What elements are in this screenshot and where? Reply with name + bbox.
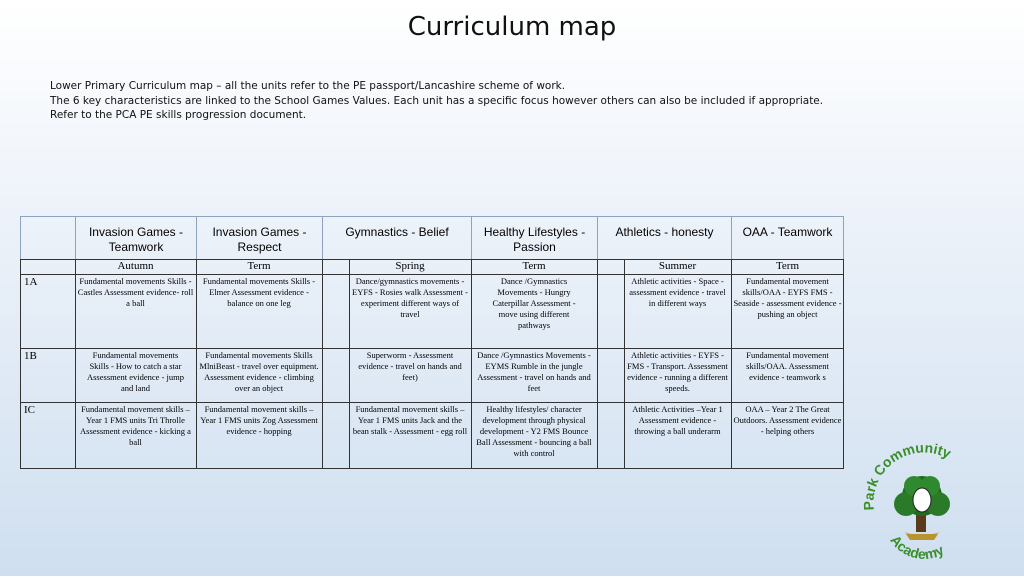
term-label: Term — [247, 260, 271, 272]
logo-top-text: Park Community — [860, 439, 954, 511]
grid-line — [597, 259, 598, 469]
grid-line — [20, 348, 844, 349]
table-cell: Dance/gymnastics movements - EYFS - Rosies walk Assessment - experiment different ways of travel — [352, 276, 468, 319]
term-label: Summer — [658, 260, 697, 272]
grid-line — [20, 402, 844, 403]
intro-line-2: The 6 key characteristics are linked to the School Games Values. Each unit has a specific focus however others can also be included if appropriate. — [50, 94, 824, 107]
intro-text — [50, 79, 950, 123]
table-cell: Fundamental movements Skills MlniBeast - travel over equipment. Assessment evidence - climbing over an object — [199, 350, 319, 393]
row-label: 1A — [24, 276, 38, 288]
tree-icon — [894, 476, 950, 540]
table-cell: Fundamental movement skills – Year 1 FMS units Jack and the bean stalk - Assessment - egg roll — [352, 404, 468, 436]
row-label: 1B — [24, 350, 37, 362]
grid-line — [20, 259, 21, 469]
grid-line — [322, 259, 323, 469]
table-cell: Dance /Gymnastics Movements - EYMS Rumble in the jungle Assessment - travel on hands and feet — [477, 350, 591, 393]
logo-bottom-text: Academy — [887, 531, 947, 563]
table-cell: Dance /Gymnastics Movements - Hungry Caterpillar Assessment - move using different pathways — [492, 276, 576, 330]
table-cell: OAA – Year 2 The Great Outdoors. Assessment evidence - helping others — [733, 404, 842, 436]
header-unit: OAA - Teamwork — [731, 216, 844, 259]
header-unit: Gymnastics - Belief — [322, 216, 471, 259]
table-cell: Fundamental movements Skills - Elmer Assessment evidence - balance on one leg — [202, 276, 316, 308]
term-label: Term — [775, 260, 800, 272]
intro-line-1: Lower Primary Curriculum map – all the units refer to the PE passport/Lancashire scheme of work. — [50, 80, 566, 92]
header-unit: Invasion Games - Respect — [196, 216, 322, 259]
header-unit: Healthy Lifestyles - Passion — [471, 216, 597, 259]
park-community-academy-logo — [860, 439, 985, 573]
table-cell: Superworm - Assessment evidence - travel on hands and feet) — [358, 350, 462, 382]
grid-line — [20, 468, 844, 469]
table-cell: Fundamental movements Skills - How to catch a star Assessment evidence - jump and land — [86, 350, 185, 393]
table-cell: Fundamental movements Skills - Castles Assessment evidence- roll a ball — [77, 276, 194, 308]
table-cell: Athletic Activities –Year 1 Assessment evidence - throwing a ball underarm — [632, 404, 723, 436]
table-cell: Healthy lifestyles/ character development through physical development - Y2 FMS Bounce Ball Assessment - bouncing a ball with control — [476, 404, 592, 458]
header-unit: Invasion Games - Teamwork — [75, 216, 196, 259]
page-title: Curriculum map — [407, 12, 617, 42]
table-cell: Athletic activities - EYFS - FMS - Transport. Assessment evidence - running a different speeds. — [627, 350, 728, 393]
intro-line-3: Refer to the PCA PE skills progression document. — [50, 109, 307, 121]
table-cell: Fundamental movement skills – Year 1 FMS units Tri Throlle Assessment evidence - kicking a ball — [80, 404, 191, 447]
row-label: IC — [24, 404, 35, 416]
table-cell: Fundamental movement skills/OAA - EYFS FMS - Seaside - assessment evidence - pushing an object — [733, 276, 842, 319]
curriculum-table — [20, 216, 844, 469]
table-cell: Fundamental movement skills/OAA. Assessment evidence - teamwork s — [746, 350, 829, 382]
table-cell: Athletic activities - Space - assessment evidence - travel in different ways — [629, 276, 726, 308]
term-label: Autumn — [117, 260, 154, 272]
header-unit: Athletics - honesty — [597, 216, 731, 259]
term-label: Term — [522, 260, 546, 272]
header-corner — [20, 216, 75, 259]
table-cell: Fundamental movement skills – Year 1 FMS units Zog Assessment evidence - hopping — [200, 404, 318, 436]
school-logo — [860, 439, 985, 573]
term-label: Spring — [395, 260, 425, 272]
